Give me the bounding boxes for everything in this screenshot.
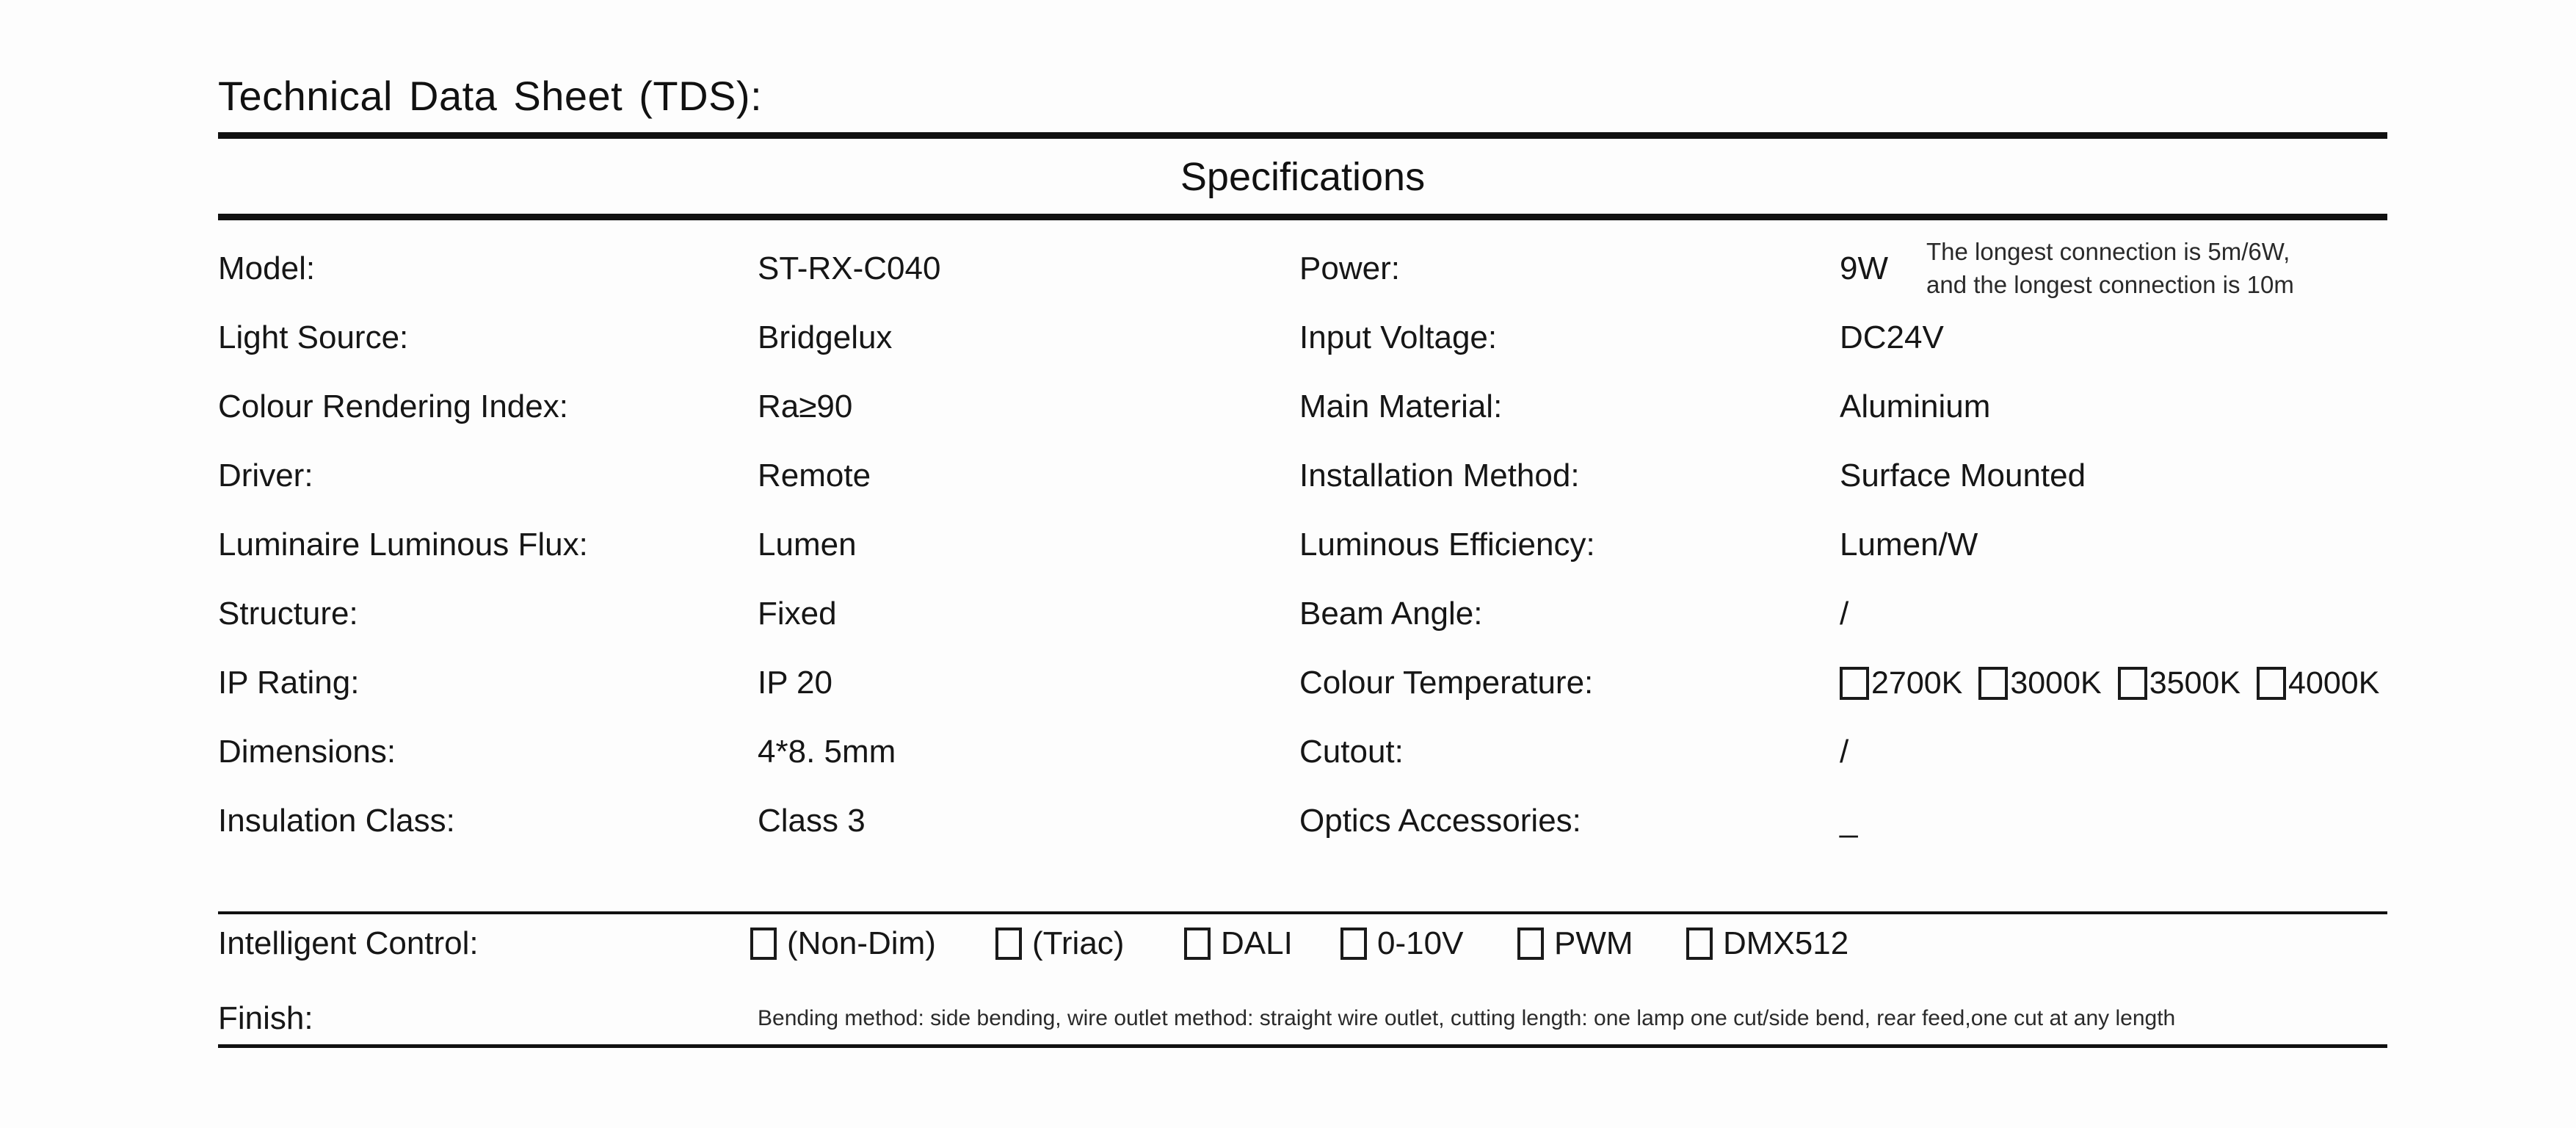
spec-label-structure: Structure: (218, 596, 358, 632)
spec-value-beam-angle: / (1840, 596, 1849, 632)
spec-label-light-source: Light Source: (218, 319, 409, 355)
spec-value-optics-accessories: _ (1840, 803, 1858, 839)
control-option-0-10v (1340, 911, 1463, 976)
power-note (1926, 236, 2294, 301)
colour-temp-label-3500k: 3500K (2149, 665, 2241, 701)
checkbox-dali[interactable] (1184, 928, 1211, 960)
spec-value-colour-temperature (1840, 648, 2387, 717)
control-option-non-dim (750, 911, 936, 976)
control-option-pwm (1517, 911, 1633, 976)
spec-label-input-voltage: Input Voltage: (1299, 319, 1498, 355)
power-note-line-1: The longest connection is 5m/6W, (1926, 238, 2290, 266)
checkbox-4000k[interactable] (2257, 667, 2286, 700)
spec-label-insulation-class: Insulation Class: (218, 803, 455, 839)
control-label-non-dim: (Non-Dim) (787, 925, 936, 961)
spec-row-model-power (218, 234, 2387, 303)
spec-value-driver: Remote (758, 458, 871, 494)
spec-value-ip-rating: IP 20 (758, 665, 832, 701)
colour-temp-label-3000k: 3000K (2010, 665, 2102, 701)
spec-value-light-source: Bridgelux (758, 319, 893, 355)
spec-value-main-material: Aluminium (1840, 388, 1991, 424)
spec-label-installation-method: Installation Method: (1299, 458, 1580, 494)
checkbox-3500k[interactable] (2118, 667, 2147, 700)
finish-label: Finish: (218, 1000, 313, 1036)
control-option-dali (1184, 911, 1293, 976)
spec-row-cri-material (218, 372, 2387, 441)
divider-bottom (218, 1044, 2387, 1048)
spec-row-lightsource-voltage (218, 303, 2387, 372)
spec-label-cutout: Cutout: (1299, 734, 1404, 770)
spec-value-input-voltage: DC24V (1840, 319, 1944, 355)
spec-label-luminous-flux: Luminaire Luminous Flux: (218, 527, 588, 563)
spec-label-dimensions: Dimensions: (218, 734, 396, 770)
control-label-pwm: PWM (1554, 925, 1633, 961)
spec-value-installation-method: Surface Mounted (1840, 458, 2086, 494)
intelligent-control-label: Intelligent Control: (218, 925, 479, 961)
checkbox-triac[interactable] (995, 928, 1022, 960)
spec-row-iprating-colourtemp (218, 648, 2387, 717)
spec-row-dimensions-cutout (218, 717, 2387, 787)
spec-row-structure-beamangle (218, 579, 2387, 648)
spec-label-model: Model: (218, 250, 316, 286)
spec-label-ip-rating: IP Rating: (218, 665, 360, 701)
spec-row-insulation-optics (218, 787, 2387, 856)
checkbox-2700k[interactable] (1840, 667, 1869, 700)
intelligent-control-row (218, 911, 2387, 976)
checkbox-3000k[interactable] (1978, 667, 2008, 700)
spec-value-model: ST-RX-C040 (758, 250, 941, 286)
spec-table (218, 234, 2387, 856)
finish-note: Bending method: side bending, wire outlet method: straight wire outlet, cutting length: one lamp one cut/side bend, rear feed,one cut at any length (758, 1006, 2176, 1030)
colour-temp-option-3500k (2118, 665, 2241, 701)
checkbox-0-10v[interactable] (1340, 928, 1367, 960)
checkbox-non-dim[interactable] (750, 928, 777, 960)
power-note-line-2: and the longest connection is 10m (1926, 271, 2294, 298)
spec-value-insulation-class: Class 3 (758, 803, 866, 839)
spec-label-optics-accessories: Optics Accessories: (1299, 803, 1581, 839)
divider-top (218, 132, 2387, 139)
control-label-0-10v: 0-10V (1377, 925, 1464, 961)
spec-label-colour-temperature: Colour Temperature: (1299, 665, 1594, 701)
colour-temp-option-2700k (1840, 665, 1962, 701)
power-value: 9W (1840, 250, 1888, 286)
divider-header (218, 214, 2387, 220)
spec-row-flux-efficiency (218, 510, 2387, 579)
spec-label-cri: Colour Rendering Index: (218, 388, 568, 424)
checkbox-dmx512[interactable] (1686, 928, 1713, 960)
spec-label-main-material: Main Material: (1299, 388, 1503, 424)
control-label-dali: DALI (1221, 925, 1293, 961)
colour-temp-label-2700k: 2700K (1871, 665, 1963, 701)
spec-label-luminous-efficiency: Luminous Efficiency: (1299, 527, 1595, 563)
spec-label-driver: Driver: (218, 458, 313, 494)
spec-value-cutout: / (1840, 734, 1849, 770)
spec-value-luminous-efficiency: Lumen/W (1840, 527, 1978, 563)
spec-label-beam-angle: Beam Angle: (1299, 596, 1483, 632)
colour-temp-option-4000k (2257, 665, 2379, 701)
spec-value-structure: Fixed (758, 596, 837, 632)
spec-value-cri: Ra≥90 (758, 388, 853, 424)
page-title: Technical Data Sheet (TDS): (218, 73, 763, 119)
control-option-triac (995, 911, 1124, 976)
finish-row (218, 993, 2387, 1044)
spec-label-power: Power: (1299, 250, 1400, 286)
control-label-dmx512: DMX512 (1723, 925, 1849, 961)
checkbox-pwm[interactable] (1517, 928, 1544, 960)
control-label-triac: (Triac) (1032, 925, 1125, 961)
colour-temp-option-3000k (1978, 665, 2101, 701)
section-title: Specifications (1180, 155, 1426, 199)
control-option-dmx512 (1686, 911, 1848, 976)
spec-value-dimensions: 4*8. 5mm (758, 734, 896, 770)
colour-temp-label-4000k: 4000K (2288, 665, 2380, 701)
spec-value-luminous-flux: Lumen (758, 527, 857, 563)
spec-value-power (1840, 234, 2387, 303)
spec-row-driver-installation (218, 441, 2387, 510)
